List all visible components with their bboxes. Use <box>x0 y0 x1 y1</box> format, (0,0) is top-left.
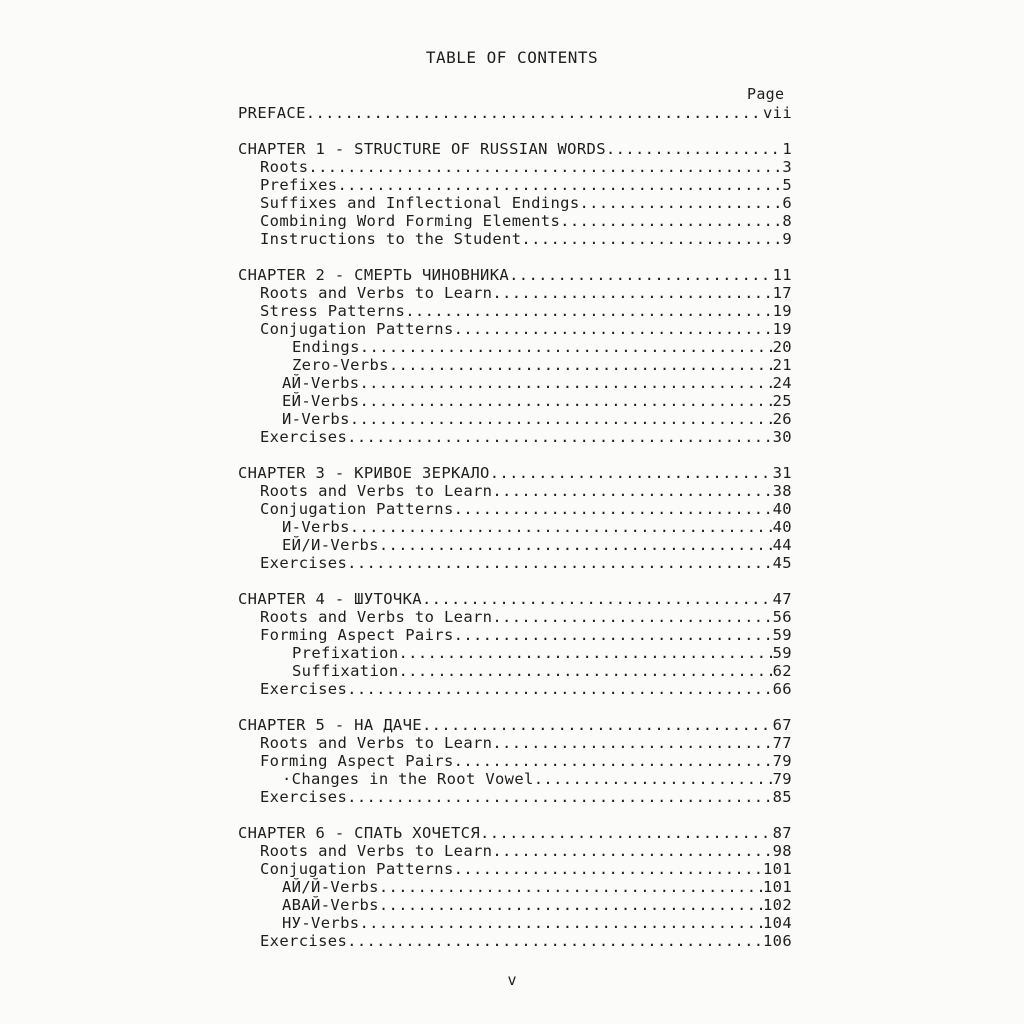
leader-dots <box>399 644 773 662</box>
toc-entry-label: Zero-Verbs <box>292 356 389 374</box>
toc-page-number: 5 <box>782 176 792 194</box>
toc-entry-label: Roots and Verbs to Learn <box>260 608 493 626</box>
toc-page-number: 3 <box>782 158 792 176</box>
toc-entry-label: Conjugation Patterns <box>260 860 454 878</box>
leader-dots <box>560 212 782 230</box>
leader-dots <box>492 284 772 302</box>
toc-entry <box>238 302 792 320</box>
toc-page-number: 66 <box>772 680 792 698</box>
toc-entry-label: ЕЙ/И-Verbs <box>282 536 379 554</box>
toc-entry-label: Conjugation Patterns <box>260 500 454 518</box>
leader-dots <box>490 464 773 482</box>
toc-chapter-6 <box>238 824 792 842</box>
leader-dots <box>379 878 763 896</box>
toc-entry <box>238 932 792 950</box>
toc-entry-label: И-Verbs <box>282 518 350 536</box>
toc-page-number: 106 <box>762 932 792 950</box>
toc-entry-label: Exercises <box>260 932 348 950</box>
toc-entry <box>238 212 792 230</box>
leader-dots <box>350 410 773 428</box>
toc-entry-label: АЙ-Verbs <box>282 374 360 392</box>
toc-entry <box>238 608 792 626</box>
toc-page-number: 104 <box>762 914 792 932</box>
toc-subentry <box>238 410 792 428</box>
toc-chapter-label: CHAPTER 1 - STRUCTURE OF RUSSIAN WORDS <box>238 140 606 158</box>
toc-subentry <box>238 392 792 410</box>
toc-entry-label: Roots and Verbs to Learn <box>260 734 493 752</box>
toc-entry-label: Exercises <box>260 428 348 446</box>
leader-dots <box>454 860 763 878</box>
leader-dots <box>379 536 773 554</box>
leader-dots <box>399 662 773 680</box>
toc-entry <box>238 500 792 518</box>
toc-page-number: 25 <box>772 392 792 410</box>
toc-entry-label: Combining Word Forming Elements <box>260 212 561 230</box>
toc-page-number: 44 <box>772 536 792 554</box>
toc-entry-label: Prefixes <box>260 176 338 194</box>
toc-page-number: 59 <box>772 644 792 662</box>
toc-page-number: 1 <box>782 140 792 158</box>
toc-page-number: 62 <box>772 662 792 680</box>
toc-page-number: 79 <box>772 770 792 788</box>
toc-page-number: 24 <box>772 374 792 392</box>
toc-page-number: 45 <box>772 554 792 572</box>
toc-entry-label: Instructions to the Student <box>260 230 522 248</box>
leader-dots <box>308 158 782 176</box>
toc-page-number: 38 <box>772 482 792 500</box>
leader-dots <box>359 914 762 932</box>
toc-entry-label: Prefixation <box>292 644 399 662</box>
toc-page-number: 8 <box>782 212 792 230</box>
toc-chapter-label: CHAPTER 4 - ШУТОЧКА <box>238 590 422 608</box>
toc-page-number: 26 <box>772 410 792 428</box>
toc-subentry <box>238 374 792 392</box>
toc-subentry <box>238 536 792 554</box>
toc-page-number: 98 <box>772 842 792 860</box>
toc-page-number: 6 <box>782 194 792 212</box>
toc-chapter-label: CHAPTER 5 - НА ДАЧЕ <box>238 716 422 734</box>
toc-page-number: 19 <box>772 302 792 320</box>
toc-entry <box>238 284 792 302</box>
toc-entry-label: Roots and Verbs to Learn <box>260 482 493 500</box>
toc-page-number: 30 <box>772 428 792 446</box>
toc-entry-label: АЙ/Й-Verbs <box>282 878 379 896</box>
leader-dots <box>454 626 773 644</box>
toc-entry <box>238 320 792 338</box>
leader-dots <box>521 230 782 248</box>
toc-page-number: 31 <box>772 464 792 482</box>
toc-page-number: 21 <box>772 356 792 374</box>
toc-subentry <box>238 914 792 932</box>
toc-subentry <box>238 518 792 536</box>
leader-dots <box>347 554 772 572</box>
toc-entry-label: PREFACE <box>238 104 306 122</box>
toc-page-number: 47 <box>772 590 792 608</box>
toc-page-number: 101 <box>762 878 792 896</box>
toc-entry <box>238 554 792 572</box>
toc-page-number: 19 <box>772 320 792 338</box>
leader-dots <box>306 104 763 122</box>
toc-entry-label: Forming Aspect Pairs <box>260 752 454 770</box>
leader-dots <box>480 824 773 842</box>
page-title: TABLE OF CONTENTS <box>425 48 599 67</box>
toc-entry <box>238 428 792 446</box>
toc-chapter-2 <box>238 266 792 284</box>
toc-entry-label: Stress Patterns <box>260 302 406 320</box>
toc-subentry <box>238 896 792 914</box>
toc-entry-preface <box>238 104 792 122</box>
leader-dots <box>350 518 773 536</box>
toc-entry <box>238 752 792 770</box>
toc-page-number: vii <box>762 104 792 122</box>
toc-entry-label: Conjugation Patterns <box>260 320 454 338</box>
leader-dots <box>347 788 772 806</box>
toc-entry-label: Roots and Verbs to Learn <box>260 842 493 860</box>
toc-subentry <box>238 878 792 896</box>
toc-entry-label: Endings <box>292 338 360 356</box>
toc-page-number: 11 <box>772 266 792 284</box>
leader-dots <box>422 716 773 734</box>
leader-dots <box>606 140 782 158</box>
leader-dots <box>347 680 772 698</box>
toc-entry <box>238 680 792 698</box>
toc-subentry <box>238 644 792 662</box>
toc-chapter-4 <box>238 590 792 608</box>
toc-entry-label: ЕЙ-Verbs <box>282 392 360 410</box>
leader-dots <box>347 428 772 446</box>
leader-dots <box>359 392 772 410</box>
leader-dots <box>454 752 773 770</box>
toc-entry-label: Exercises <box>260 680 348 698</box>
toc-page-number: 59 <box>772 626 792 644</box>
toc-page-number: 56 <box>772 608 792 626</box>
leader-dots <box>492 608 772 626</box>
toc-entry-label: Roots and Verbs to Learn <box>260 284 493 302</box>
toc-entry-label: Suffixation <box>292 662 399 680</box>
page-column-header: Page <box>747 85 785 103</box>
toc-entry-label: Suffixes and Inflectional Endings <box>260 194 580 212</box>
toc-page-number: 17 <box>772 284 792 302</box>
leader-dots <box>360 338 773 356</box>
toc-entry-label: Forming Aspect Pairs <box>260 626 454 644</box>
toc-entry <box>238 482 792 500</box>
toc-page-number: 102 <box>762 896 792 914</box>
toc-page-number: 67 <box>772 716 792 734</box>
toc-page-number: 87 <box>772 824 792 842</box>
toc-page-number: 40 <box>772 500 792 518</box>
leader-dots <box>337 176 782 194</box>
toc-entry <box>238 194 792 212</box>
leader-dots <box>379 896 763 914</box>
toc-entry-label: НУ-Verbs <box>282 914 360 932</box>
toc-page-number: 40 <box>772 518 792 536</box>
leader-dots <box>509 266 773 284</box>
toc-chapter-5 <box>238 716 792 734</box>
toc-chapter-3 <box>238 464 792 482</box>
leader-dots <box>534 770 773 788</box>
leader-dots <box>454 500 773 518</box>
toc-entry-label: И-Verbs <box>282 410 350 428</box>
leader-dots <box>347 932 763 950</box>
toc-page-number: 101 <box>762 860 792 878</box>
toc-entry <box>238 842 792 860</box>
toc-chapter-label: CHAPTER 2 - СМЕРТЬ ЧИНОВНИКА <box>238 266 510 284</box>
toc-entry <box>238 176 792 194</box>
toc-entry <box>238 860 792 878</box>
toc-subentry <box>238 662 792 680</box>
toc-chapter-label: CHAPTER 3 - КРИВОЕ ЗЕРКАЛО <box>238 464 490 482</box>
leader-dots <box>492 842 772 860</box>
toc-chapter-1 <box>238 140 792 158</box>
toc-entry <box>238 734 792 752</box>
toc-entry <box>238 788 792 806</box>
leader-dots <box>405 302 772 320</box>
toc-entry-label: Roots <box>260 158 309 176</box>
toc-page-number: 20 <box>772 338 792 356</box>
page-folio: v <box>507 971 517 989</box>
toc-subentry <box>238 770 792 788</box>
toc-subentry <box>238 338 792 356</box>
toc-page-number: 77 <box>772 734 792 752</box>
toc-entry-label: Exercises <box>260 554 348 572</box>
leader-dots <box>389 356 773 374</box>
leader-dots <box>492 482 772 500</box>
toc-page-number: 85 <box>772 788 792 806</box>
toc-entry-label: ·Changes in the Root Vowel <box>282 770 534 788</box>
leader-dots <box>580 194 783 212</box>
toc-page-number: 79 <box>772 752 792 770</box>
toc-subentry <box>238 356 792 374</box>
toc-entry <box>238 230 792 248</box>
leader-dots <box>359 374 772 392</box>
leader-dots <box>492 734 772 752</box>
toc-entry-label: Exercises <box>260 788 348 806</box>
toc-entry-label: АВАЙ-Verbs <box>282 896 379 914</box>
leader-dots <box>454 320 773 338</box>
table-of-contents <box>238 104 792 950</box>
toc-chapter-label: CHAPTER 6 - СПАТЬ ХОЧЕТСЯ <box>238 824 481 842</box>
toc-entry <box>238 626 792 644</box>
toc-entry <box>238 158 792 176</box>
toc-page-number: 9 <box>782 230 792 248</box>
leader-dots <box>422 590 773 608</box>
